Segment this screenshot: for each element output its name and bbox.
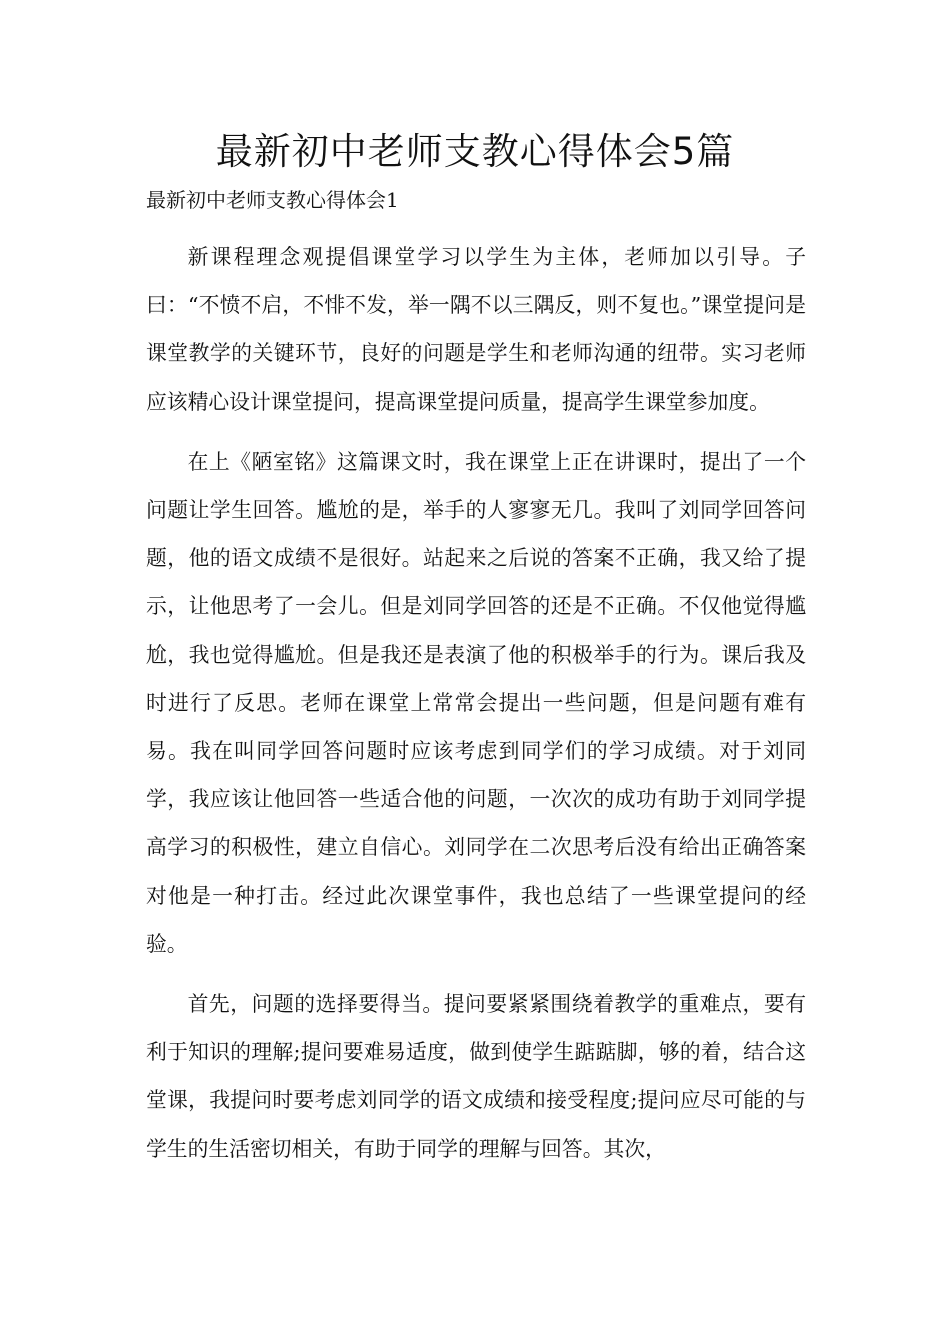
paragraph-2: 在上《陋室铭》这篇课文时，我在课堂上正在讲课时，提出了一个问题让学生回答。尴尬的是，举手的人寥寥无几。我叫了刘同学回答问题，他的语文成绩不是很好。站起来之后说的答案不正确，我又给了提示，让他思考了一会儿。但是刘同学回答的还是不正确。不仅他觉得尴尬，我也觉得尴尬。但是我还是表演了他的积极举手的行为。课后我及时进行了反思。老师在课堂上常常会提出一些问题，但是问题有难有易。我在叫同学回答问题时应该考虑到同学们的学习成绩。对于刘同学，我应该让他回答一些适合他的问题，一次次的成功有助于刘同学提高学习的积极性，建立自信心。刘同学在二次思考后没有给出正确答案对他是一种打击。经过此次课堂事件，我也总结了一些课堂提问的经验。 [146,449,806,956]
document-title: 最新初中老师支教心得体会5篇 [215,130,735,173]
paragraph-3: 首先，问题的选择要得当。提问要紧紧围绕着教学的重难点，要有利于知识的理解;提问要难易适度，做到使学生踮踮脚，够的着，结合这堂课，我提问时要考虑刘同学的语文成绩和接受程度;提问应尽可能的与学生的生活密切相关，有助于同学的理解与回答。其次， [146,992,806,1161]
section-heading: 最新初中老师支教心得体会1 [146,188,399,212]
document-body [146,233,806,1185]
paragraph-1: 新课程理念观提倡课堂学习以学生为主体，老师加以引导。子曰：“不愤不启，不悱不发，举一隅不以三隅反，则不复也。”课堂提问是课堂教学的关键环节，良好的问题是学生和老师沟通的纽带。实习老师应该精心设计课堂提问，提高课堂提问质量，提高学生课堂参加度。 [146,245,806,414]
